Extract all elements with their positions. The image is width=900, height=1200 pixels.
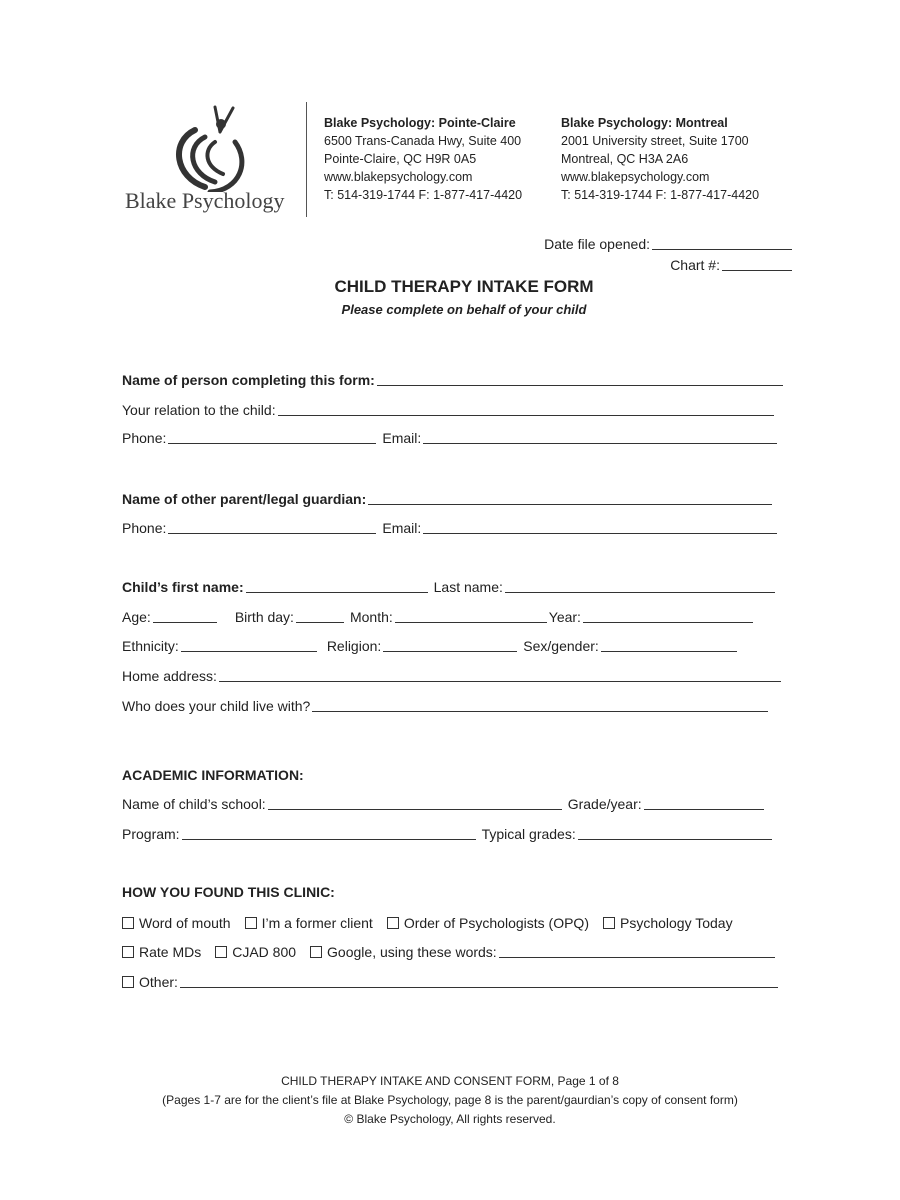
footer-copyright: © Blake Psychology, All rights reserved. bbox=[344, 1112, 556, 1126]
field-label: Ethnicity: bbox=[122, 638, 179, 654]
office-line: 6500 Trans-Canada Hwy, Suite 400 bbox=[324, 134, 522, 148]
form-title: CHILD THERAPY INTAKE FORM bbox=[334, 277, 594, 296]
field-label: Child’s first name: bbox=[122, 579, 244, 595]
found-heading: HOW YOU FOUND THIS CLINIC: bbox=[122, 884, 335, 900]
option-label: Psychology Today bbox=[619, 915, 733, 931]
header-divider bbox=[306, 102, 307, 217]
office-line: T: 514-319-1744 F: 1-877-417-4420 bbox=[561, 188, 760, 202]
lives-with-field[interactable] bbox=[312, 697, 768, 712]
chart-number-field[interactable] bbox=[722, 256, 792, 271]
field-label: Who does your child live with? bbox=[122, 698, 311, 714]
option-other[interactable] bbox=[122, 974, 178, 990]
row-contact-1 bbox=[122, 426, 783, 446]
person-completing-field[interactable] bbox=[377, 371, 783, 386]
row-found-1 bbox=[122, 911, 747, 931]
option-label: Other: bbox=[139, 974, 178, 990]
logo bbox=[120, 100, 300, 220]
grade-field[interactable] bbox=[644, 795, 764, 810]
email-field[interactable] bbox=[423, 519, 777, 534]
checkbox[interactable] bbox=[603, 917, 615, 929]
office-line: www.blakepsychology.com bbox=[324, 170, 473, 184]
office-montreal bbox=[561, 114, 759, 204]
office-line: Pointe-Claire, QC H9R 0A5 bbox=[324, 152, 477, 166]
other-parent-field[interactable] bbox=[368, 490, 772, 505]
row-program bbox=[122, 822, 778, 842]
option-label: Word of mouth bbox=[139, 915, 231, 931]
age-field[interactable] bbox=[153, 608, 217, 623]
option-label: I’m a former client bbox=[261, 915, 373, 931]
logo-text: Blake Psychology bbox=[125, 188, 285, 213]
row-home-address bbox=[122, 664, 787, 684]
field-label: Last name: bbox=[433, 579, 503, 595]
option-word-of-mouth[interactable] bbox=[122, 915, 231, 931]
field-label: Year: bbox=[548, 609, 581, 625]
office-line: 2001 University street, Suite 1700 bbox=[561, 134, 749, 148]
school-field[interactable] bbox=[268, 795, 562, 810]
relation-field[interactable] bbox=[278, 401, 774, 416]
field-label: Home address: bbox=[122, 668, 217, 684]
office-line: T: 514-319-1744 F: 1-877-417-4420 bbox=[324, 188, 523, 202]
option-label: CJAD 800 bbox=[232, 944, 297, 960]
google-words-field[interactable] bbox=[499, 943, 775, 958]
option-former-client[interactable] bbox=[245, 915, 373, 931]
checkbox[interactable] bbox=[122, 917, 134, 929]
year-field[interactable] bbox=[583, 608, 753, 623]
field-label: Name of other parent/legal guardian: bbox=[122, 491, 367, 507]
checkbox[interactable] bbox=[122, 946, 134, 958]
footer-line-1: CHILD THERAPY INTAKE AND CONSENT FORM, Page 1 of 8 bbox=[281, 1074, 619, 1088]
option-psychology-today[interactable] bbox=[603, 915, 733, 931]
row-person-completing bbox=[122, 368, 789, 388]
logo-swirl-icon bbox=[165, 102, 265, 192]
birth-day-field[interactable] bbox=[296, 608, 344, 623]
field-label: Phone: bbox=[122, 520, 167, 536]
row-school bbox=[122, 792, 770, 812]
checkbox[interactable] bbox=[310, 946, 322, 958]
field-label: Birth day: bbox=[234, 609, 294, 625]
field-label: Phone: bbox=[122, 430, 167, 446]
field-label: Religion: bbox=[326, 638, 382, 654]
checkbox[interactable] bbox=[387, 917, 399, 929]
office-pointe-claire bbox=[324, 114, 522, 204]
program-field[interactable] bbox=[182, 825, 476, 840]
chart-number bbox=[670, 256, 792, 273]
option-label: Google, using these words: bbox=[327, 944, 497, 960]
field-label: Email: bbox=[382, 430, 422, 446]
option-opq[interactable] bbox=[387, 915, 589, 931]
religion-field[interactable] bbox=[383, 637, 517, 652]
last-name-field[interactable] bbox=[505, 578, 775, 593]
row-contact-2 bbox=[122, 516, 783, 536]
checkbox[interactable] bbox=[215, 946, 227, 958]
row-child-name bbox=[122, 575, 781, 595]
email-field[interactable] bbox=[423, 429, 777, 444]
field-label: Name of child’s school: bbox=[122, 796, 266, 812]
date-file-opened-field[interactable] bbox=[652, 235, 792, 250]
date-file-opened-label: Date file opened: bbox=[544, 236, 650, 252]
field-label: Age: bbox=[122, 609, 151, 625]
typical-grades-field[interactable] bbox=[578, 825, 772, 840]
row-demographics bbox=[122, 634, 743, 654]
checkbox[interactable] bbox=[122, 976, 134, 988]
row-found-2 bbox=[122, 940, 781, 960]
checkbox[interactable] bbox=[245, 917, 257, 929]
field-label: Sex/gender: bbox=[523, 638, 599, 654]
row-lives-with bbox=[122, 694, 774, 714]
field-label: Email: bbox=[382, 520, 422, 536]
date-file-opened bbox=[544, 235, 792, 252]
home-address-field[interactable] bbox=[219, 667, 781, 682]
child-first-name-field[interactable] bbox=[246, 578, 428, 593]
sex-gender-field[interactable] bbox=[601, 637, 737, 652]
chart-number-label: Chart #: bbox=[670, 257, 720, 273]
field-label: Grade/year: bbox=[567, 796, 642, 812]
phone-field[interactable] bbox=[168, 429, 376, 444]
option-label: Order of Psychologists (OPQ) bbox=[403, 915, 589, 931]
office-title: Blake Psychology: Montreal bbox=[561, 116, 728, 130]
office-title: Blake Psychology: Pointe-Claire bbox=[324, 116, 516, 130]
phone-field[interactable] bbox=[168, 519, 376, 534]
academic-heading: ACADEMIC INFORMATION: bbox=[122, 767, 304, 783]
ethnicity-field[interactable] bbox=[181, 637, 317, 652]
option-label: Rate MDs bbox=[139, 944, 202, 960]
option-rate-mds[interactable] bbox=[122, 944, 201, 960]
field-label: Program: bbox=[122, 826, 180, 842]
row-other-parent bbox=[122, 487, 778, 507]
row-relation bbox=[122, 398, 780, 418]
office-line: Montreal, QC H3A 2A6 bbox=[561, 152, 689, 166]
row-age bbox=[122, 605, 759, 625]
option-cjad[interactable] bbox=[215, 944, 296, 960]
field-label: Typical grades: bbox=[481, 826, 576, 842]
option-google[interactable] bbox=[310, 944, 497, 960]
row-found-3 bbox=[122, 970, 784, 990]
field-label: Your relation to the child: bbox=[122, 402, 276, 418]
field-label: Month: bbox=[349, 609, 393, 625]
form-subtitle: Please complete on behalf of your child bbox=[341, 302, 587, 317]
field-label: Name of person completing this form: bbox=[122, 372, 375, 388]
other-field[interactable] bbox=[180, 973, 778, 988]
month-field[interactable] bbox=[395, 608, 547, 623]
footer-line-2: (Pages 1-7 are for the client’s file at Blake Psychology, page 8 is the parent/gaurdian’s copy of consent form) bbox=[162, 1093, 738, 1107]
office-line: www.blakepsychology.com bbox=[561, 170, 710, 184]
